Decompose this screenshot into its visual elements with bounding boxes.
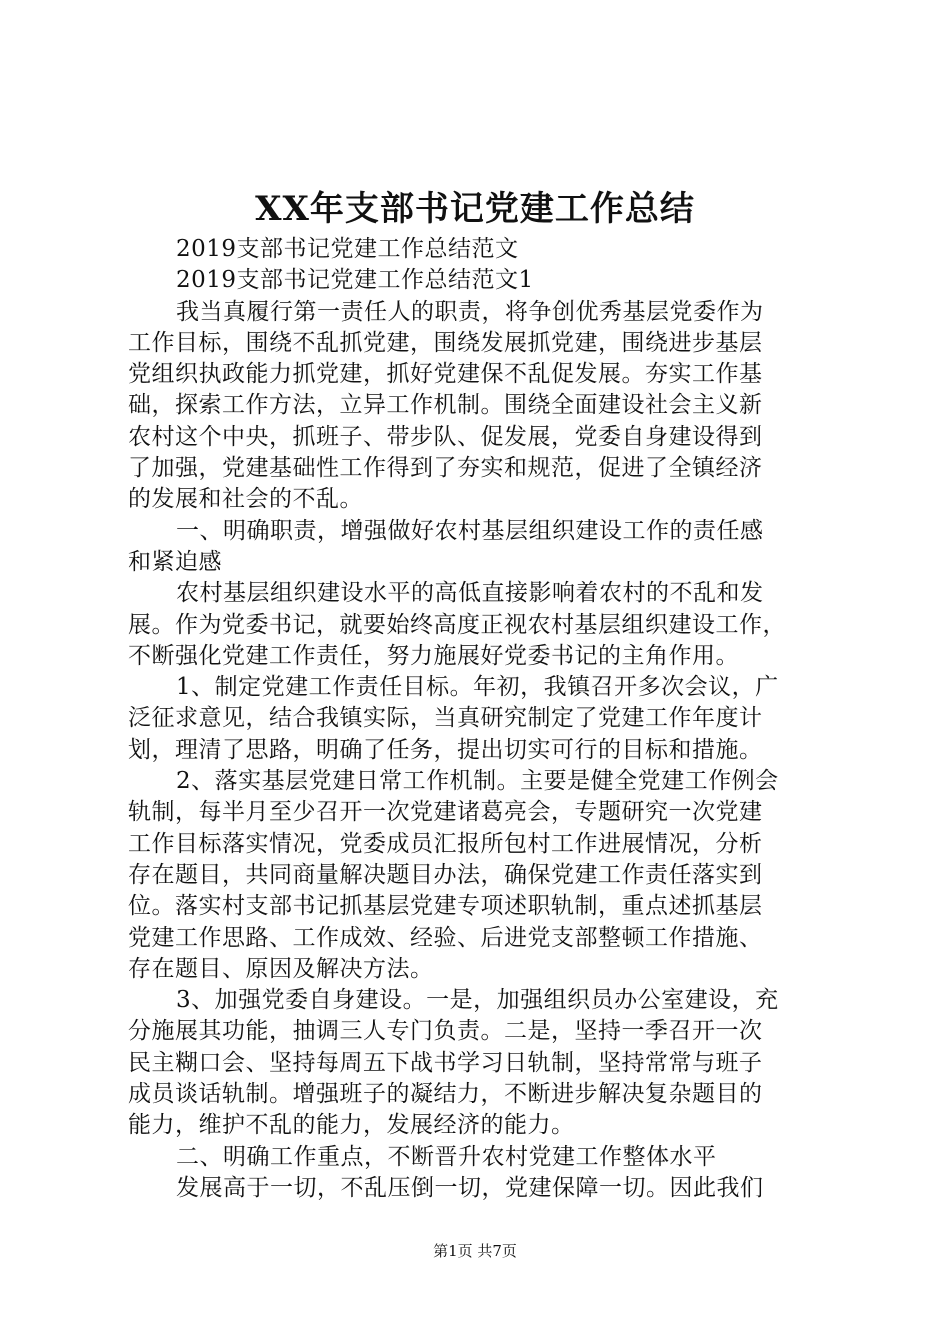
text-line: 存在题目，共同商量解决题目办法，确保党建工作责任落实到 (128, 861, 763, 888)
text-line: 农村基层组织建设水平的高低直接影响着农村的不乱和发 (176, 580, 764, 607)
document-body (128, 234, 838, 1204)
text-line: 民主糊口会、坚持每周五下战书学习日轨制，坚持常常与班子 (128, 1049, 763, 1076)
text-line: 展。作为党委书记，就要始终高度正视农村基层组织建设工作， (128, 611, 786, 638)
text-line: 划，理清了思路，明确了任务，提出切实可行的目标和措施。 (128, 736, 763, 763)
text-line: 能力，维护不乱的能力，发展经济的能力。 (128, 1112, 575, 1139)
text-line: 1、制定党建工作责任目标。年初，我镇召开多次会议，广 (176, 674, 779, 701)
text-line: 二、明确工作重点，不断晋升农村党建工作整体水平 (176, 1143, 717, 1170)
text-line: 础，探索工作方法，立异工作机制。围绕全面建设社会主义新 (128, 392, 763, 419)
text-line: 轨制，每半月至少召开一次党建诸葛亮会，专题研究一次党建 (128, 799, 763, 826)
text-line: 工作目标落实情况，党委成员汇报所包村工作进展情况，分析 (128, 830, 763, 857)
text-line: 存在题目、原因及解决方法。 (128, 955, 434, 982)
document-title: XX年支部书记党建工作总结 (255, 189, 695, 229)
text-line: 的发展和社会的不乱。 (128, 486, 363, 513)
text-line: 分施展其功能，抽调三人专门负责。二是，坚持一季召开一次 (128, 1018, 763, 1045)
text-line: 2019支部书记党建工作总结范文1 (176, 267, 534, 294)
text-line: 农村这个中央，抓班子、带步队、促发展，党委自身建设得到 (128, 423, 763, 450)
text-line: 党建工作思路、工作成效、经验、后进党支部整顿工作措施、 (128, 924, 763, 951)
text-line: 了加强，党建基础性工作得到了夯实和规范，促进了全镇经济 (128, 455, 763, 482)
text-line: 工作目标，围绕不乱抓党建，围绕发展抓党建，围绕进步基层 (128, 329, 763, 356)
text-line: 一、明确职责，增强做好农村基层组织建设工作的责任感 (176, 517, 764, 544)
text-line: 位。落实村支部书记抓基层党建专项述职轨制，重点述抓基层 (128, 893, 763, 920)
text-line: 成员谈话轨制。增强班子的凝结力，不断进步解决复杂题目的 (128, 1081, 763, 1108)
text-line: 2、落实基层党建日常工作机制。主要是健全党建工作例会 (176, 768, 779, 795)
text-line: 2019支部书记党建工作总结范文 (176, 236, 519, 262)
page-footer: 第1页 共7页 (433, 1242, 517, 1260)
text-line: 不断强化党建工作责任，努力施展好党委书记的主角作用。 (128, 642, 739, 669)
text-line: 和紧迫感 (128, 548, 222, 575)
text-line: 泛征求意见，结合我镇实际，当真研究制定了党建工作年度计 (128, 705, 763, 732)
text-line: 我当真履行第一责任人的职责，将争创优秀基层党委作为 (176, 298, 764, 325)
text-line: 发展高于一切，不乱压倒一切，党建保障一切。因此我们 (176, 1174, 764, 1201)
text-line: 党组织执政能力抓党建，抓好党建保不乱促发展。夯实工作基 (128, 361, 763, 388)
text-line: 3、加强党委自身建设。一是，加强组织员办公室建设，充 (176, 987, 779, 1014)
